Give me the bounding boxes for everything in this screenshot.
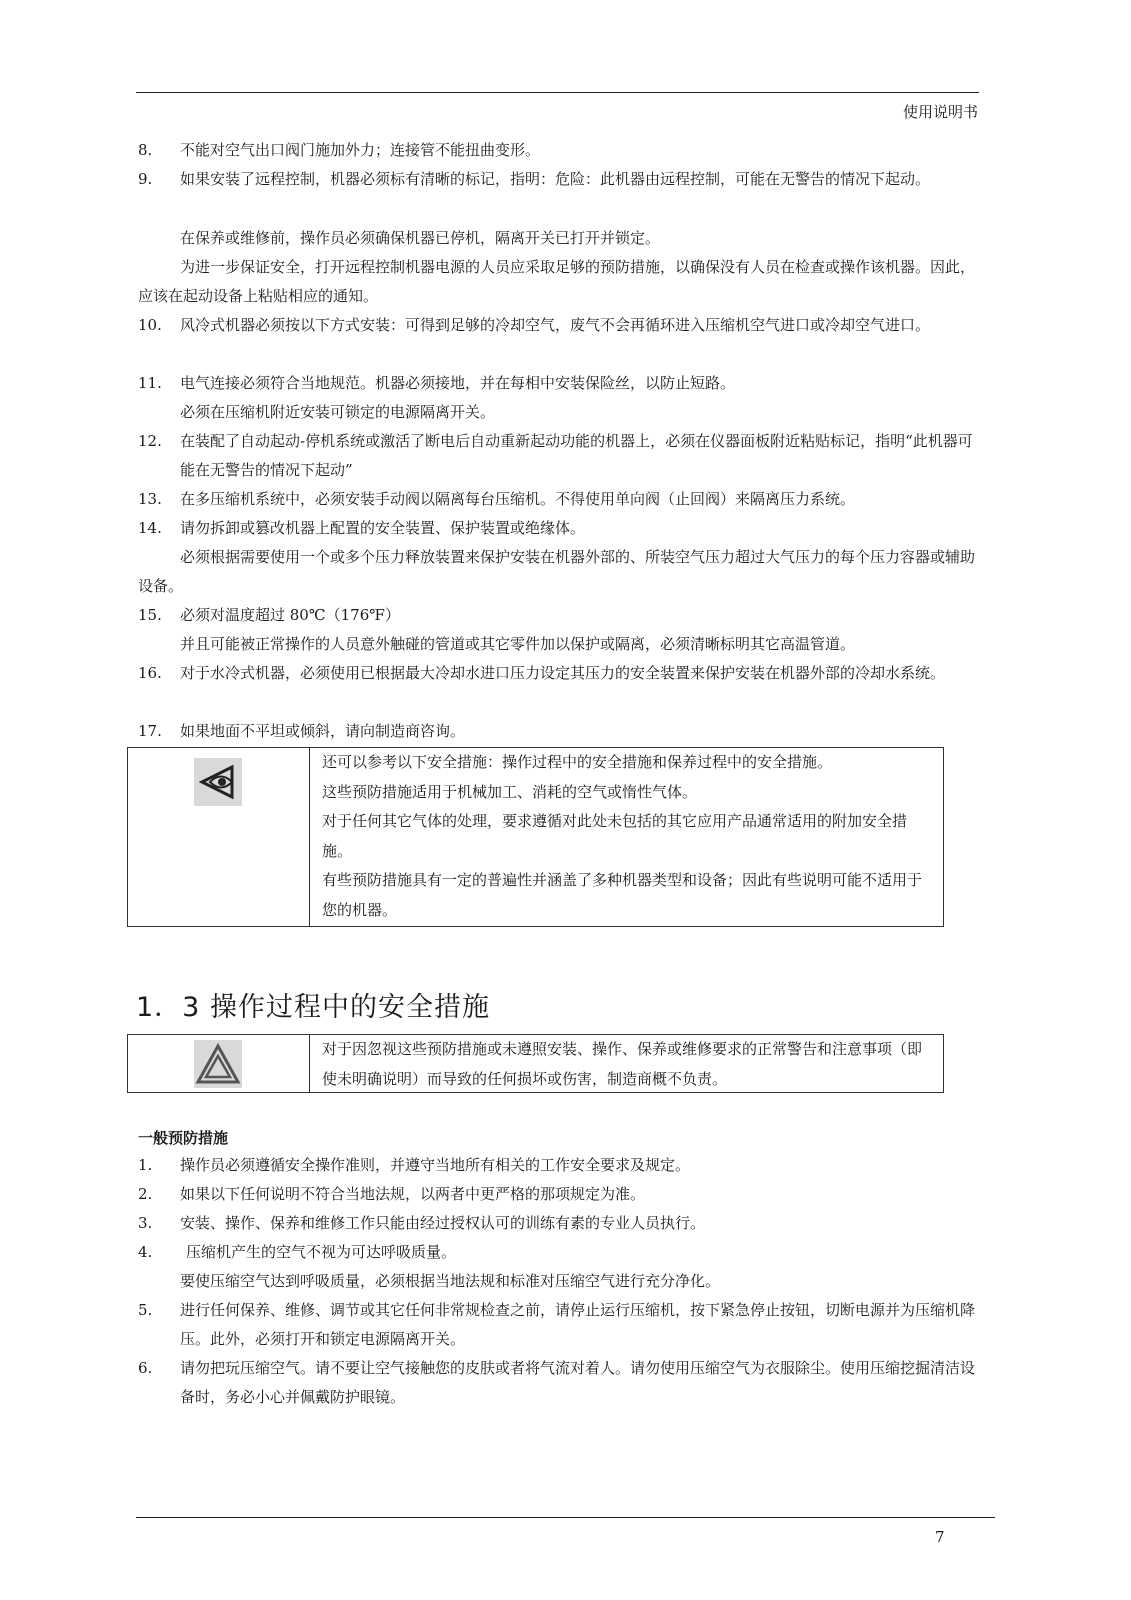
item-number: 10. bbox=[138, 316, 162, 334]
item-number: 15. bbox=[138, 606, 162, 624]
list-item bbox=[138, 311, 981, 340]
list-item bbox=[138, 427, 981, 485]
item-text: 如果以下任何说明不符合当地法规，以两者中更严格的那项规定为准。 bbox=[180, 1185, 646, 1203]
footer-rule bbox=[136, 1517, 995, 1518]
list-item bbox=[138, 1151, 981, 1180]
item-text: 不能对空气出口阀门施加外力；连接管不能扭曲变形。 bbox=[180, 141, 541, 159]
item-text: 在装配了自动起动-停机系统或激活了断电后自动重新起动功能的机器上，必须在仪器面板附近粘贴标记，指明“此机器可能在无警告的情况下起动” bbox=[180, 432, 973, 479]
item-number: 4. bbox=[138, 1243, 153, 1261]
header-rule bbox=[136, 92, 979, 93]
list-item bbox=[138, 136, 981, 165]
item-number: 3. bbox=[138, 1214, 153, 1232]
paragraph: 为进一步保证安全，打开远程控制机器电源的人员应采取足够的预防措施，以确保没有人员在检查或操作该机器。因此，应该在起动设备上粘贴相应的通知。 bbox=[138, 258, 976, 305]
item-text: 风冷式机器必须按以下方式安装：可得到足够的冷却空气，废气不会再循环进入压缩机空气进口或冷却空气进口。 bbox=[180, 316, 931, 334]
item-text: 安装、操作、保养和维修工作只能由经过授权认可的训练有素的专业人员执行。 bbox=[180, 1214, 706, 1232]
list-item bbox=[138, 165, 981, 194]
item-text: 如果安装了远程控制，机器必须标有清晰的标记，指明：危险：此机器由远程控制，可能在无警告的情况下起动。 bbox=[180, 170, 931, 188]
item-continuation: 必须在压缩机附近安装可锁定的电源隔离开关。 bbox=[180, 403, 496, 421]
list-item bbox=[138, 601, 981, 630]
item-text: 对于水冷式机器，必须使用已根据最大冷却水进口压力设定其压力的安全装置来保护安装在机器外部的冷却水系统。 bbox=[180, 664, 946, 682]
warning-triangle-icon bbox=[194, 1040, 242, 1088]
item-number: 6. bbox=[138, 1359, 153, 1377]
item-text: 压缩机产生的空气不视为可达呼吸质量。 bbox=[186, 1243, 457, 1261]
item-number: 9. bbox=[138, 170, 153, 188]
item-number: 12. bbox=[138, 432, 162, 450]
item-text: 请勿拆卸或篡改机器上配置的安全装置、保护装置或绝缘体。 bbox=[180, 519, 586, 537]
item-text: 请勿把玩压缩空气。请不要让空气接触您的皮肤或者将气流对着人。请勿使用压缩空气为衣服除尘。使用压缩挖掘清洁设备时，务必小心并佩戴防护眼镜。 bbox=[180, 1359, 976, 1406]
item-continuation: 并且可能被正常操作的人员意外触碰的管道或其它零件加以保护或隔离，必须清晰标明其它高温管道。 bbox=[180, 635, 856, 653]
eye-warning-icon bbox=[194, 758, 242, 806]
item-number: 11. bbox=[138, 374, 162, 392]
item-number: 16. bbox=[138, 664, 162, 682]
item-text: 在多压缩机系统中，必须安装手动阀以隔离每台压缩机。不得使用单向阀（止回阀）来隔离压力系统。 bbox=[180, 490, 856, 508]
note-line: 对于任何其它气体的处理，要求遵循对此处未包括的其它应用产品通常适用的附加安全措施。 bbox=[322, 812, 908, 860]
list-item bbox=[138, 659, 981, 688]
item-continuation: 要使压缩空气达到呼吸质量，必须根据当地法规和标准对压缩空气进行充分净化。 bbox=[180, 1272, 721, 1290]
list-item bbox=[138, 1238, 981, 1267]
list-item bbox=[138, 485, 981, 514]
item-number: 2. bbox=[138, 1185, 153, 1203]
item-text: 必须对温度超过 80℃（176℉） bbox=[180, 606, 400, 624]
item-number: 8. bbox=[138, 141, 153, 159]
list-item bbox=[138, 1354, 981, 1412]
header-title: 使用说明书 bbox=[902, 103, 978, 121]
list-item bbox=[138, 1180, 981, 1209]
note-text bbox=[310, 748, 943, 926]
item-number: 13. bbox=[138, 490, 162, 508]
note-line: 还可以参考以下安全措施：操作过程中的安全措施和保养过程中的安全措施。 bbox=[322, 753, 833, 771]
list-item bbox=[138, 514, 981, 543]
item-number: 5. bbox=[138, 1301, 153, 1319]
item-number: 1. bbox=[138, 1156, 153, 1174]
item-number: 17. bbox=[138, 722, 162, 740]
item-text: 如果地面不平坦或倾斜，请向制造商咨询。 bbox=[180, 722, 466, 740]
note-line: 有些预防措施具有一定的普遍性并涵盖了多种机器类型和设备；因此有些说明可能不适用于您的机器。 bbox=[322, 871, 923, 919]
warning-box bbox=[127, 1034, 944, 1093]
note-icon-cell bbox=[128, 748, 310, 926]
warning-icon-cell bbox=[128, 1035, 310, 1092]
item-text: 操作员必须遵循安全操作准则，并遵守当地所有相关的工作安全要求及规定。 bbox=[180, 1156, 691, 1174]
paragraph: 必须根据需要使用一个或多个压力释放装置来保护安装在机器外部的、所装空气压力超过大气压力的每个压力容器或辅助设备。 bbox=[138, 548, 976, 595]
section-title: 1．3 操作过程中的安全措施 bbox=[136, 992, 490, 1023]
list-item bbox=[138, 1209, 981, 1238]
warning-text: 对于因忽视这些预防措施或未遵照安装、操作、保养或维修要求的正常警告和注意事项（即使未明确说明）而导致的任何损坏或伤害，制造商概不负责。 bbox=[322, 1040, 923, 1088]
item-number: 14. bbox=[138, 519, 162, 537]
note-line: 这些预防措施适用于机械加工、消耗的空气或惰性气体。 bbox=[322, 782, 698, 801]
list-item bbox=[138, 369, 981, 398]
list-item bbox=[138, 1296, 981, 1354]
item-continuation: 在保养或维修前，操作员必须确保机器已停机，隔离开关已打开并锁定。 bbox=[180, 229, 661, 247]
page-number: 7 bbox=[935, 1528, 945, 1546]
general-precautions-heading: 一般预防措施 bbox=[138, 1129, 229, 1147]
note-box bbox=[127, 747, 944, 927]
item-text: 进行任何保养、维修、调节或其它任何非常规检查之前，请停止运行压缩机，按下紧急停止按钮，切断电源并为压缩机降压。此外，必须打开和锁定电源隔离开关。 bbox=[180, 1301, 976, 1348]
item-text: 电气连接必须符合当地规范。机器必须接地，并在每相中安装保险丝，以防止短路。 bbox=[180, 374, 736, 392]
list-item bbox=[138, 717, 981, 746]
